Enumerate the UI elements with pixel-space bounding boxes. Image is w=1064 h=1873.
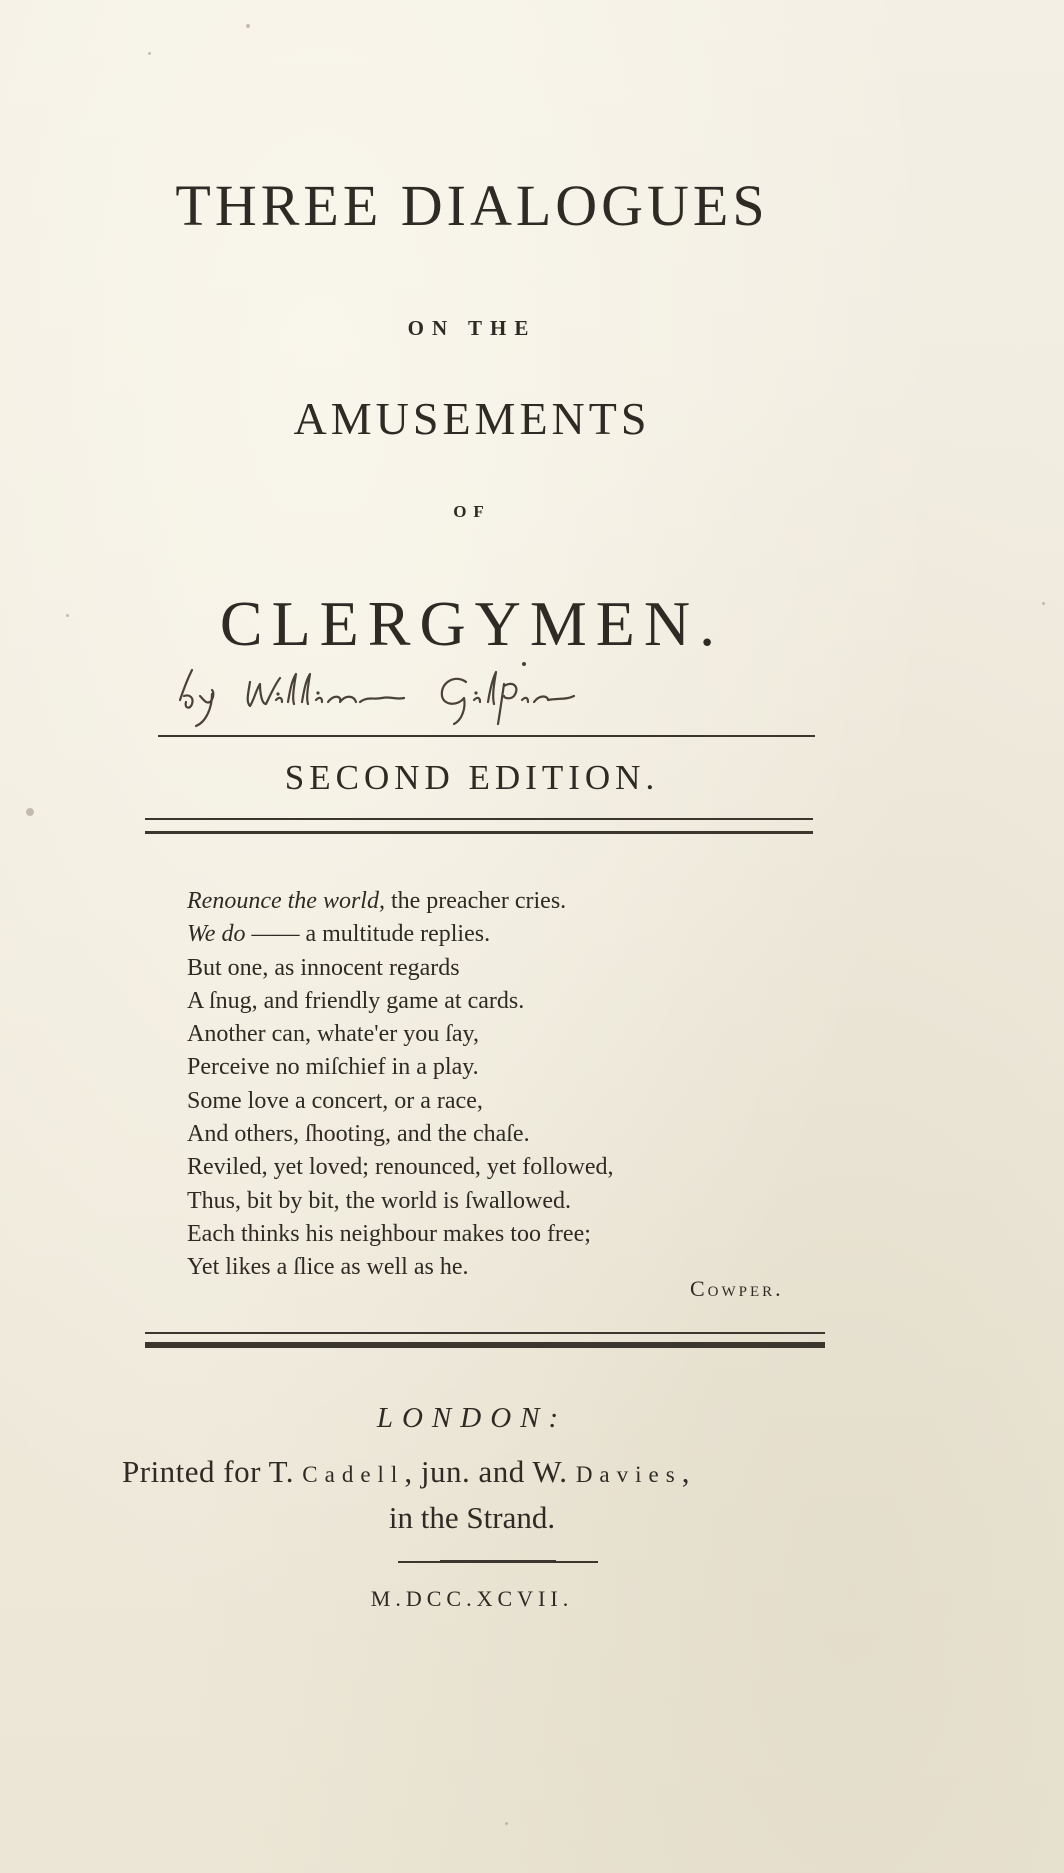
poem-line: Reviled, yet loved; renounced, yet followed, [187, 1154, 614, 1181]
poem-attribution: Cowper. [690, 1276, 784, 1301]
poem-line: Another can, whate'er you ſay, [187, 1021, 479, 1048]
rule-below-poem-thick [145, 1342, 825, 1348]
poem-line: But one, as innocent regards [187, 954, 460, 981]
rule-below-poem-thin [145, 1332, 825, 1334]
book-subject-clergymen: CLERGYMEN. [219, 588, 725, 659]
poem-line: Thus, bit by bit, the world is ſwallowed. [187, 1187, 571, 1214]
book-title: THREE DIALOGUES [175, 173, 769, 238]
imprint-city: LONDON: [376, 1402, 568, 1434]
poem-line: Yet likes a ſlice as well as he. [187, 1254, 469, 1281]
rule-above-date-center [440, 1560, 556, 1563]
imprint-location: in the Strand. [388, 1500, 556, 1535]
edition-statement: SECOND EDITION. [284, 758, 660, 797]
book-subject: AMUSEMENTS [293, 393, 651, 444]
poem-line: Each thinks his neighbour makes too free; [187, 1220, 591, 1247]
printer-cadell: Cadell [302, 1462, 405, 1487]
imprint-printers: Printed for T. Cadell, jun. and W. Davies, [122, 1454, 690, 1489]
publication-date: M.DCC.XCVII. [370, 1586, 574, 1611]
poem-line: Renounce the world, the preacher cries. [187, 888, 567, 914]
poem-line: We do —— a multitude replies. [187, 921, 491, 948]
epigraph-poem [187, 885, 827, 1285]
poem-line: Some love a concert, or a race, [187, 1087, 483, 1114]
poem-line: And others, ſhooting, and the chaſe. [187, 1121, 530, 1148]
double-rule-top [145, 818, 813, 820]
poem-line: Perceive no miſchief in a play. [187, 1054, 479, 1081]
rule-above-edition [158, 735, 815, 737]
poem-line: A ſnug, and friendly game at cards. [187, 987, 525, 1014]
printer-davies: Davies [575, 1462, 682, 1487]
title-connector-of: OF [453, 502, 491, 521]
double-rule-bottom [145, 831, 813, 834]
title-connector-on-the: ON THE [407, 316, 537, 340]
handwritten-signature [170, 660, 690, 730]
